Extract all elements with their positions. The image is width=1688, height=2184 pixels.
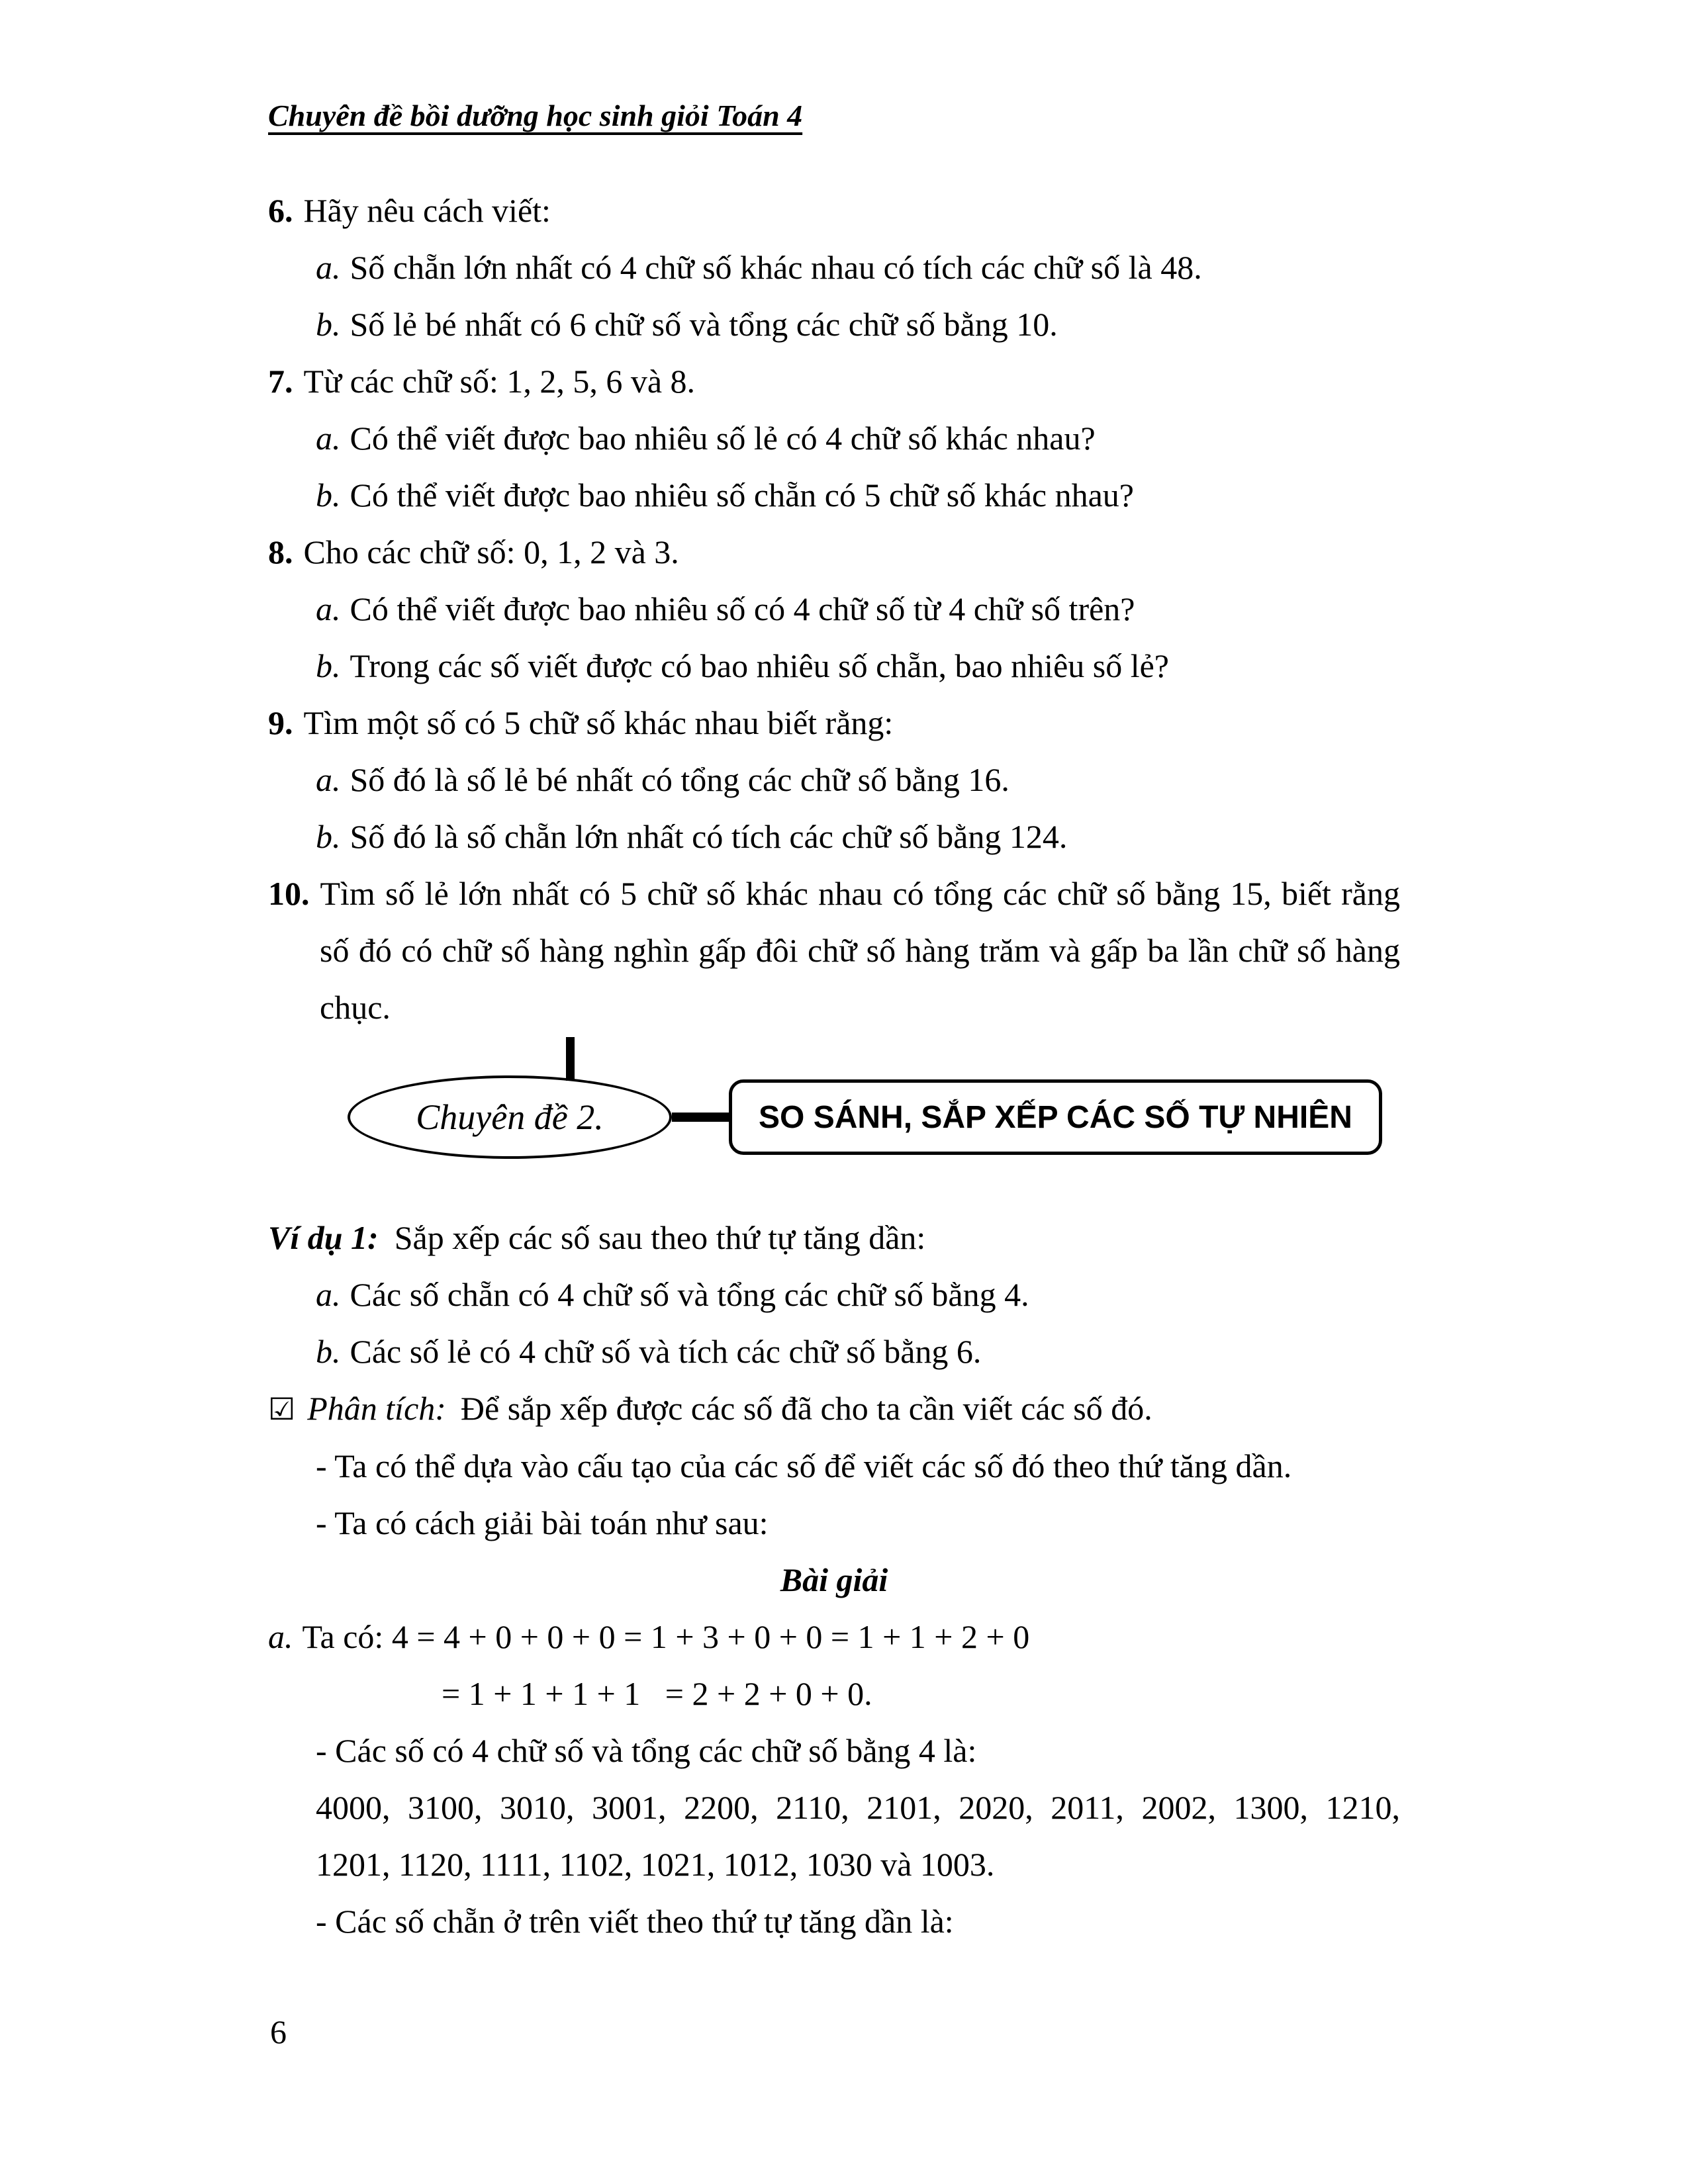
problem-7-part-b: [268, 467, 1400, 523]
part-label: a.: [316, 761, 341, 798]
analysis-note: - Ta có thể dựa vào cấu tạo của các số để viết các số đó theo thứ tăng dần.: [316, 1447, 1292, 1484]
page-content: [268, 98, 1400, 1950]
example-part-b: [268, 1323, 1400, 1380]
page-header: Chuyên đề bồi dưỡng học sinh giỏi Toán 4: [268, 99, 803, 132]
analysis-note: - Ta có cách giải bài toán như sau:: [316, 1504, 769, 1541]
problem-9-part-a: [268, 751, 1400, 808]
problem-number: 8.: [268, 533, 293, 570]
part-label: a.: [316, 249, 341, 286]
part-text: Số chẵn lớn nhất có 4 chữ số khác nhau có tích các chữ số là 48.: [350, 249, 1202, 286]
problem-intro: Hãy nêu cách viết:: [303, 192, 551, 229]
part-text: Số lẻ bé nhất có 6 chữ số và tổng các chữ số bằng 10.: [350, 306, 1058, 343]
problem-10: [268, 865, 1400, 1036]
badge-connector: [672, 1113, 729, 1122]
badge-label: Chuyên đề 2.: [416, 1097, 604, 1137]
solution-list-intro: - Các số có 4 chữ số và tổng các chữ số bằng 4 là:: [316, 1732, 977, 1769]
analysis-head: [268, 1380, 1400, 1437]
analysis-intro: Để sắp xếp được các số đã cho ta cần viết các số đó.: [460, 1390, 1152, 1427]
checked-checkbox-icon: ☑: [268, 1391, 296, 1427]
part-text: Các số chẵn có 4 chữ số và tổng các chữ số bằng 4.: [350, 1276, 1029, 1313]
problem-number: 7.: [268, 363, 293, 400]
part-label: a.: [316, 590, 341, 627]
problem-number: 9.: [268, 704, 293, 741]
problem-number: 10.: [268, 875, 310, 912]
problem-7-part-a: [268, 410, 1400, 467]
solution-part-a: [268, 1608, 1400, 1665]
section-badge: [348, 1075, 1400, 1159]
analysis-label: Phân tích:: [307, 1390, 446, 1427]
section-title: SO SÁNH, SẮP XẾP CÁC SỐ TỰ NHIÊN: [759, 1099, 1352, 1135]
numbers-line: 4000, 3100, 3010, 3001, 2200, 2110, 2101, 2020, 2011, 2002, 1300, 1210,: [316, 1789, 1400, 1826]
problem-8-part-b: [268, 637, 1400, 694]
part-label: a.: [316, 1276, 341, 1313]
part-text: Có thể viết được bao nhiêu số lẻ có 4 chữ số khác nhau?: [350, 420, 1096, 457]
part-label: a.: [316, 420, 341, 457]
problem-8: [268, 523, 1400, 580]
problem-8-part-a: [268, 580, 1400, 637]
part-label: b.: [316, 477, 341, 514]
numbers-line: 1201, 1120, 1111, 1102, 1021, 1012, 1030 và 1003.: [316, 1846, 995, 1883]
part-text: Trong các số viết được có bao nhiêu số chẵn, bao nhiêu số lẻ?: [350, 647, 1169, 684]
problem-6: [268, 182, 1400, 239]
part-text: Có thể viết được bao nhiêu số có 4 chữ số từ 4 chữ số trên?: [350, 590, 1135, 627]
problem-intro: Cho các chữ số: 0, 1, 2 và 3.: [303, 533, 679, 570]
problem-intro: Tìm một số có 5 chữ số khác nhau biết rằng:: [303, 704, 894, 741]
badge-title-box: [729, 1079, 1382, 1155]
part-label: b.: [316, 1333, 341, 1370]
problem-intro: Tìm số lẻ lớn nhất có 5 chữ số khác nhau có tổng các chữ số bằng 15, biết rằng số đó có chữ số hàng nghìn gấp đôi chữ số hàng trăm và gấp ba lần chữ số hàng chục.: [320, 875, 1400, 1026]
solution-title: Bài giải: [780, 1561, 888, 1598]
example-part-a: [268, 1266, 1400, 1323]
solution-closing: - Các số chẵn ở trên viết theo thứ tự tăng dần là:: [316, 1903, 954, 1940]
part-text: Số đó là số chẵn lớn nhất có tích các chữ số bằng 124.: [350, 818, 1068, 855]
equation-line: = 1 + 1 + 1 + 1 = 2 + 2 + 0 + 0.: [442, 1675, 872, 1712]
example-head: [268, 1209, 1400, 1266]
solution-part-label: a.: [268, 1618, 293, 1655]
example-label: Ví dụ 1:: [268, 1219, 379, 1256]
example-intro: Sắp xếp các số sau theo thứ tự tăng dần:: [394, 1219, 926, 1256]
part-text: Có thể viết được bao nhiêu số chẵn có 5 chữ số khác nhau?: [350, 477, 1134, 514]
part-label: b.: [316, 647, 341, 684]
badge-ellipse: [348, 1075, 672, 1159]
problem-9: [268, 694, 1400, 751]
problem-intro: Từ các chữ số: 1, 2, 5, 6 và 8.: [303, 363, 696, 400]
part-label: b.: [316, 306, 341, 343]
problem-9-part-b: [268, 808, 1400, 865]
equation-line: Ta có: 4 = 4 + 0 + 0 + 0 = 1 + 3 + 0 + 0 = 1 + 1 + 2 + 0: [302, 1618, 1030, 1655]
page-number: 6: [270, 2013, 287, 2050]
problem-7: [268, 353, 1400, 410]
part-text: Các số lẻ có 4 chữ số và tích các chữ số bằng 6.: [350, 1333, 982, 1370]
badge-row: [348, 1075, 1400, 1159]
problem-6-part-b: [268, 296, 1400, 353]
problem-number: 6.: [268, 192, 293, 229]
badge-top-connector: [566, 1037, 575, 1081]
part-label: b.: [316, 818, 341, 855]
part-text: Số đó là số lẻ bé nhất có tổng các chữ số bằng 16.: [350, 761, 1009, 798]
problem-6-part-a: [268, 239, 1400, 296]
